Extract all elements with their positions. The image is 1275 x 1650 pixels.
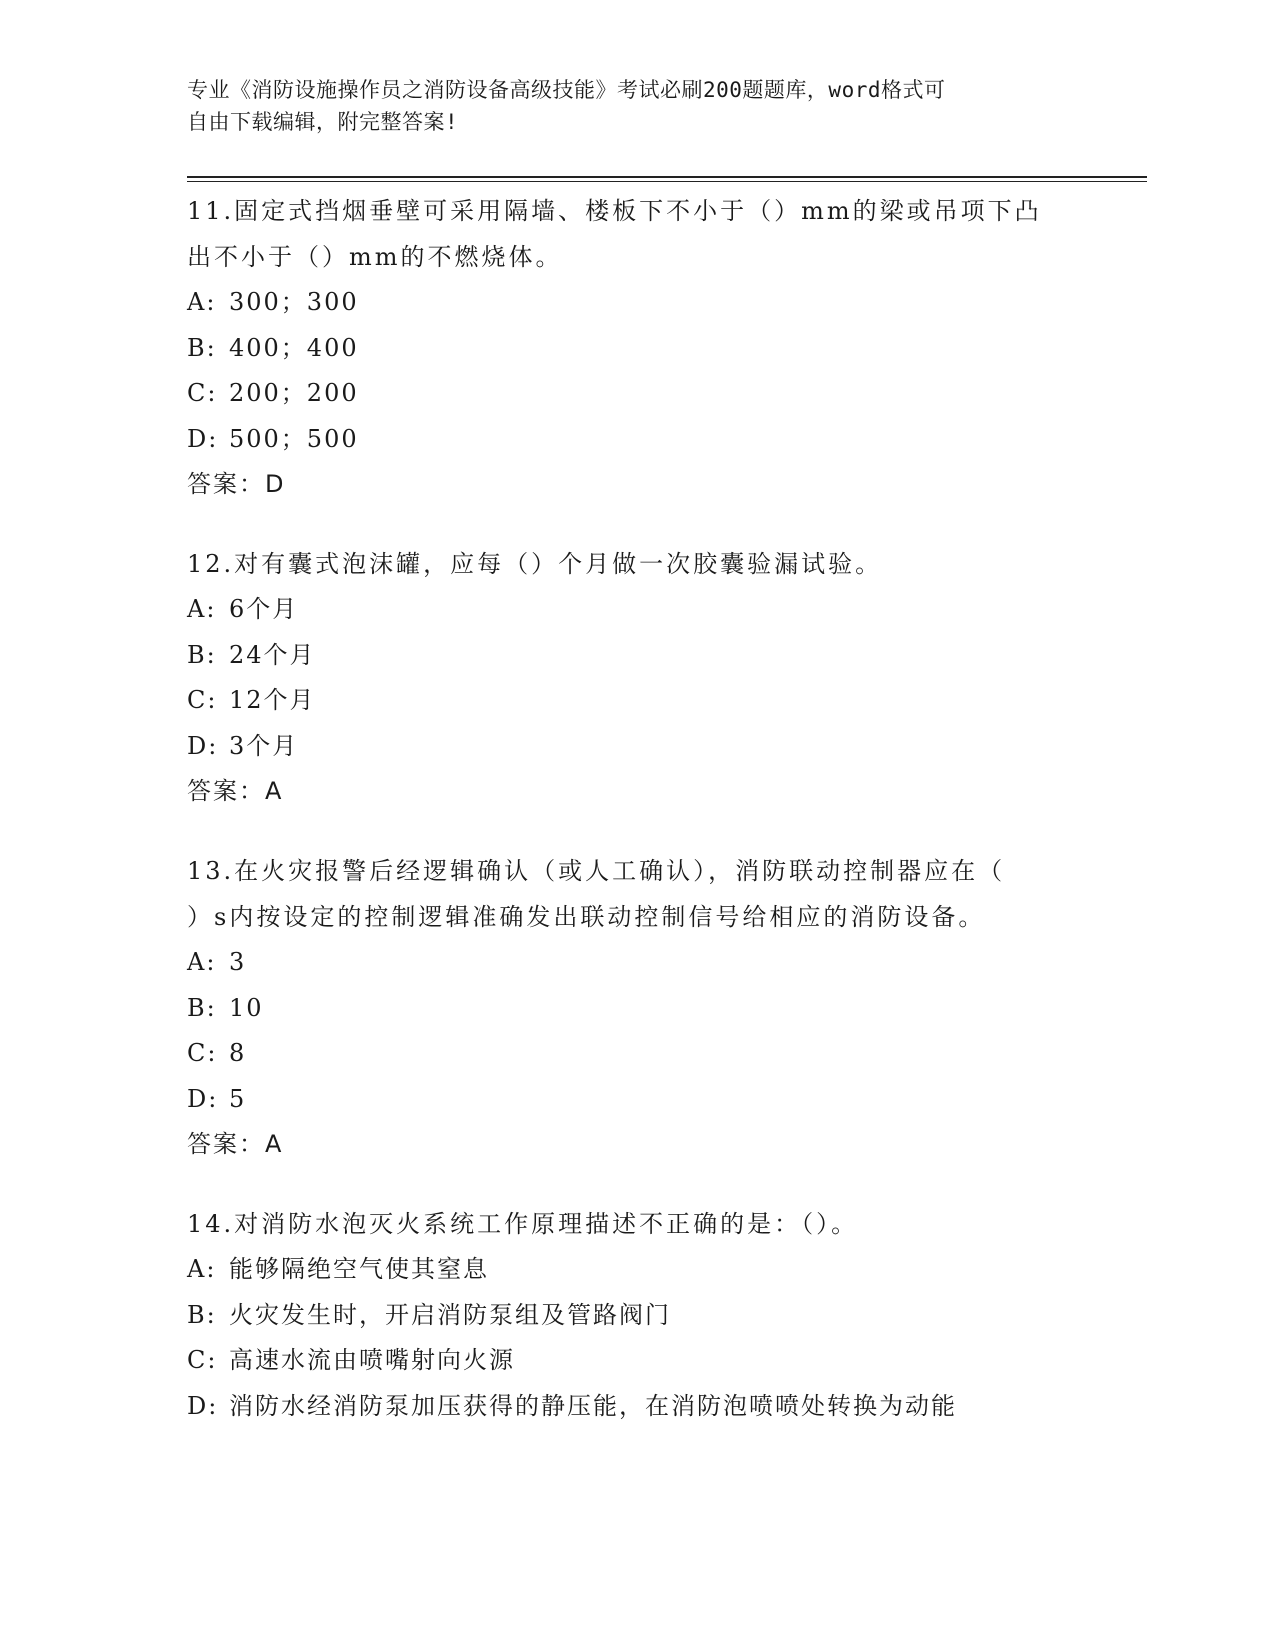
option-key: C: bbox=[187, 1346, 218, 1374]
option-d bbox=[187, 1384, 1087, 1430]
question-text: 11.固定式挡烟垂壁可采用隔墙、楼板下不小于（）mm的梁或吊项下凸 bbox=[187, 197, 1042, 225]
option-key: B: bbox=[187, 640, 217, 669]
question-14 bbox=[187, 1201, 1087, 1429]
option-a bbox=[187, 1247, 1087, 1293]
option-key: A: bbox=[187, 595, 217, 623]
option-text: 高速水流由喷嘴射向火源 bbox=[229, 1346, 515, 1374]
option-key: A: bbox=[187, 288, 217, 316]
option-text: 5 bbox=[229, 1084, 247, 1113]
option-b bbox=[187, 326, 1087, 372]
question-list bbox=[187, 188, 1087, 1463]
option-b bbox=[187, 986, 1087, 1032]
option-key: C: bbox=[187, 379, 218, 407]
option-text: 24个月 bbox=[229, 640, 316, 669]
option-key: D: bbox=[187, 1391, 219, 1420]
question-text: 12.对有囊式泡沫罐，应每（）个月做一次胶囊验漏试验。 bbox=[187, 550, 883, 578]
header-divider-thick bbox=[187, 176, 1147, 178]
option-text: 200；200 bbox=[229, 379, 359, 407]
question-text: 13.在火灾报警后经逻辑确认（或人工确认），消防联动控制器应在（ bbox=[187, 857, 1006, 885]
option-c bbox=[187, 371, 1087, 417]
option-key: D: bbox=[187, 731, 219, 760]
answer-line bbox=[187, 769, 1087, 814]
option-text: 300；300 bbox=[229, 288, 359, 316]
option-text: 消防水经消防泵加压获得的静压能，在消防泡喷喷处转换为动能 bbox=[229, 1391, 957, 1420]
option-text: 400；400 bbox=[229, 333, 359, 362]
answer-value: A bbox=[265, 1130, 282, 1158]
answer-value: A bbox=[265, 777, 282, 805]
option-key: D: bbox=[187, 1084, 219, 1113]
question-11 bbox=[187, 188, 1087, 507]
option-text: 3 bbox=[229, 948, 247, 976]
option-text: 10 bbox=[229, 993, 264, 1022]
option-b bbox=[187, 633, 1087, 679]
question-12 bbox=[187, 541, 1087, 814]
option-c bbox=[187, 1031, 1087, 1077]
option-text: 火灾发生时，开启消防泵组及管路阀门 bbox=[229, 1300, 671, 1329]
option-key: A: bbox=[187, 1255, 217, 1283]
option-d bbox=[187, 417, 1087, 463]
option-text: 3个月 bbox=[229, 731, 299, 760]
option-d bbox=[187, 1077, 1087, 1123]
answer-label: 答案： bbox=[187, 1130, 265, 1158]
option-text: 6个月 bbox=[229, 595, 299, 623]
document-header bbox=[187, 74, 1067, 138]
option-text: 500；500 bbox=[229, 424, 359, 453]
option-key: C: bbox=[187, 686, 218, 714]
option-text: 8 bbox=[229, 1039, 247, 1067]
header-divider-thin bbox=[187, 181, 1147, 182]
answer-line bbox=[187, 1122, 1087, 1167]
option-c bbox=[187, 1338, 1087, 1384]
header-line-2: 自由下载编辑，附完整答案! bbox=[187, 110, 459, 134]
option-key: B: bbox=[187, 333, 217, 362]
option-key: D: bbox=[187, 424, 219, 453]
option-text: 12个月 bbox=[229, 686, 316, 714]
option-b bbox=[187, 1293, 1087, 1339]
header-line-1: 专业《消防设施操作员之消防设备高级技能》考试必刷200题题库，word格式可 bbox=[187, 78, 946, 102]
answer-line bbox=[187, 462, 1087, 507]
question-13 bbox=[187, 848, 1087, 1167]
option-text: 能够隔绝空气使其窒息 bbox=[229, 1255, 489, 1283]
option-a bbox=[187, 280, 1087, 326]
question-text-continued: 出不小于（）mm的不燃烧体。 bbox=[187, 243, 563, 271]
option-key: C: bbox=[187, 1039, 218, 1067]
answer-label: 答案： bbox=[187, 777, 265, 805]
answer-value: D bbox=[265, 470, 284, 498]
option-c bbox=[187, 678, 1087, 724]
option-d bbox=[187, 724, 1087, 770]
option-key: A: bbox=[187, 948, 217, 976]
question-text-continued: ）s内按设定的控制逻辑准确发出联动控制信号给相应的消防设备。 bbox=[187, 903, 986, 931]
option-a bbox=[187, 587, 1087, 633]
option-key: B: bbox=[187, 993, 217, 1022]
option-key: B: bbox=[187, 1300, 217, 1329]
question-text: 14.对消防水泡灭火系统工作原理描述不正确的是：（）。 bbox=[187, 1210, 859, 1238]
option-a bbox=[187, 940, 1087, 986]
answer-label: 答案： bbox=[187, 470, 265, 498]
